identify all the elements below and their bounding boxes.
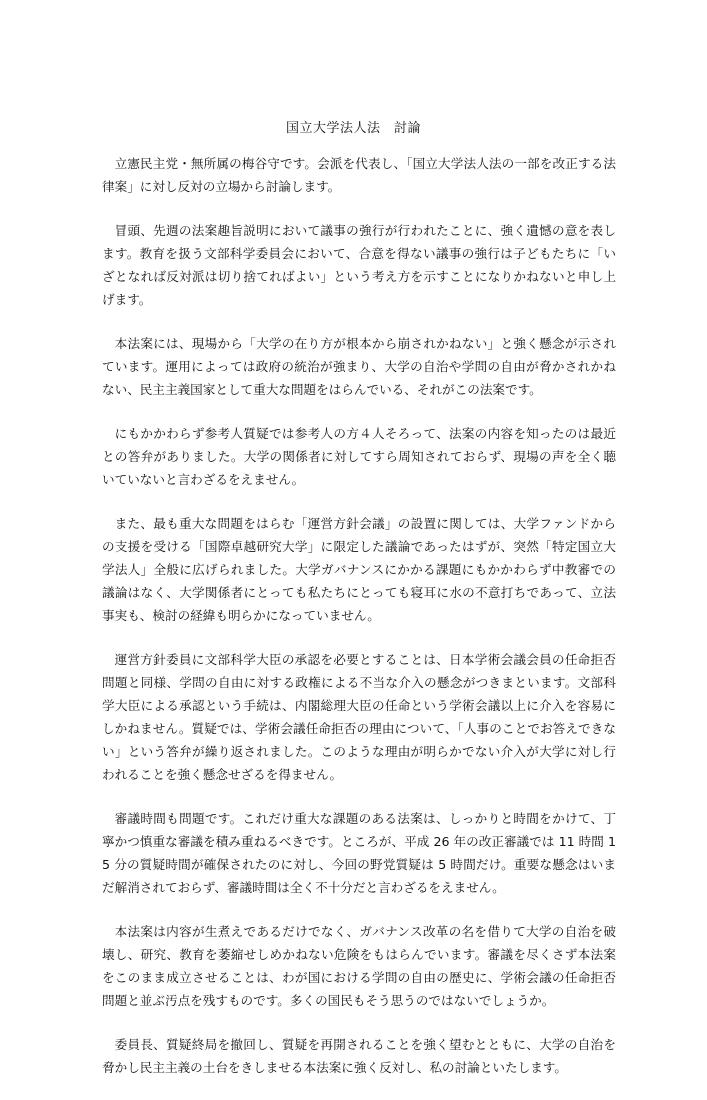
- paragraph-council: また、最も重大な問題をはらむ「運営方針会議」の設置に関しては、大学ファンドからの支援を受ける「国際卓越研究大学」に限定した議論であったはずが、突然「特定国立大学法人」全般に広げられました。大学ガバナンスにかかる課題にもかかわらず中教審での議論はなく、大学関係者にとっても私たちにとっても寝耳に水の不意打ちであって、立法事実も、検討の経緯も明らかになっていません。: [102, 516, 616, 623]
- paragraph-witnesses: にもかかわらず参考人質疑では参考人の方４人そろって、法案の内容を知ったのは最近との答弁がありました。大学の関係者に対してすら周知されておらず、現場の声を全く聴いていないと言わざるをえません。: [102, 426, 616, 487]
- paragraph-danger: 本法案は内容が生煮えであるだけでなく、ガバナンス改革の名を借りて大学の自治を破壊し、研究、教育を萎縮せしめかねない危険をもはらんでいます。審議を尽くさず本法案をこのまま成立させることは、わが国における学問の自由の歴史に、学術会議の任命拒否問題と並ぶ汚点を残すものです。多くの国民もそう思うのではないでしょうか。: [102, 924, 616, 1008]
- document-title: 国立大学法人法 討論: [285, 121, 421, 136]
- paragraph-concerns: 本法案には、現場から「大学の在り方が根本から崩されかねない」と強く懸念が示されています。運用によっては政府の統治が強まり、大学の自治や学問の自由が脅かされかねない、民主主義国家として重大な問題をはらんでいる、それがこの法案です。: [102, 336, 616, 397]
- paragraph-closing: 委員長、質疑終局を撤回し、質疑を再開されることを強く望むとともに、大学の自治を脅かし民主主義の土台をきしませる本法案に強く反対し、私の討論といたします。: [102, 1037, 616, 1075]
- paragraph-approval: 運営方針委員に文部科学大臣の承認を必要とすることは、日本学術会議会員の任命拒否問題と同様、学問の自由に対する政権による不当な介入の懸念がつきまといます。文部科学大臣による承認という手続は、内閣総理大臣の任命という学術会議以上に介入を容易にしかねません。質疑では、学術会議任命拒否の理由について、「人事のことでお答えできない」という答弁が繰り返されました。このような理由が明らかでない介入が大学に対し行われることを強く懸念せざるを得ません。: [102, 652, 616, 782]
- paragraph-opening: 立憲民主党・無所属の梅谷守です。会派を代表し、「国立大学法人法の一部を改正する法律案」に対し反対の立場から討論します。: [102, 156, 616, 194]
- paragraph-protest: 冒頭、先週の法案趣旨説明において議事の強行が行われたことに、強く遺憾の意を表します。教育を扱う文部科学委員会において、合意を得ない議事の強行は子どもたちに「いざとなれば反対派は切り捨てればよい」という考え方を示すことになりかねないと申し上げます。: [102, 223, 616, 307]
- paragraph-deliberation-time: 審議時間も問題です。これだけ重大な課題のある法案は、しっかりと時間をかけて、丁寧かつ慎重な審議を積み重ねるべきです。ところが、平成 26 年の改正審議では 11 時間 15 分の質疑時間が確保されたのに対し、今回の野党質疑は 5 時間だけ。重要な懸念はいまだ解消されておらず、審議時間は全く不十分だと言わざるをえません。: [102, 811, 616, 895]
- document-body: [102, 152, 616, 1100]
